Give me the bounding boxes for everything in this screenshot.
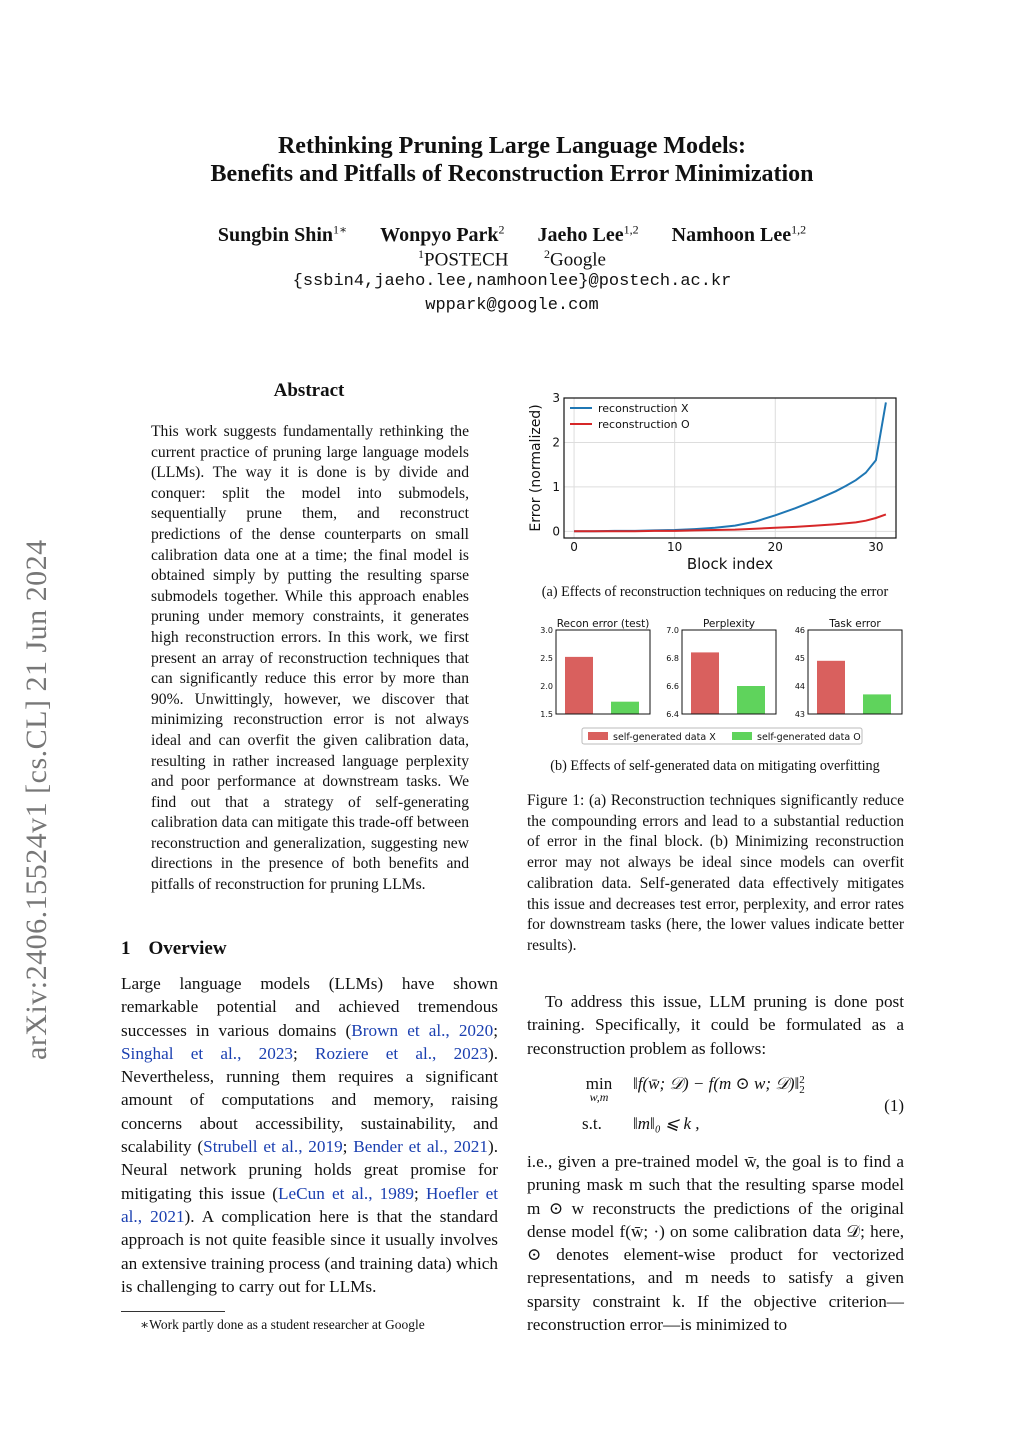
paper-title-line2: Benefits and Pitfalls of Reconstruction Error Minimization xyxy=(210,161,814,187)
x-tick-label: 10 xyxy=(667,540,683,554)
author: Namhoon Lee$^{1,2}$ xyxy=(671,222,807,246)
overview-paragraph: Large language models (LLMs) have shown remarkable potential and achieved tremendous successes in various domains (Brown et al., 2020; Singhal et al., 2023; Roziere et al., 2023). Nevertheless, running them requires a significant amount of computations and memory, raising concerns about accessibility, sustainability, and scalability (Strubell et al., 2019; Bender et al., 2021). Neural network pruning holds great promise for mitigating this issue (LeCun et al., 1989; Hoefler et al., 2021). A complication here is that the standard approach is not quite feasible since it usually involves an extensive training process (and training data) which is challenging to carry out for LLMs. xyxy=(121,974,498,1296)
paper-title-line1: Rethinking Pruning Large Language Models: xyxy=(277,133,747,159)
author: Jaeho Lee$^{1,2}$ xyxy=(537,222,639,246)
author: Sungbin Shin$^{1∗}$ xyxy=(217,222,348,246)
bar-self-generated-o xyxy=(863,694,891,714)
bar-self-generated-x xyxy=(817,661,845,714)
bar-self-generated-o xyxy=(611,702,639,714)
author: Wonpyo Park$^2$ xyxy=(380,222,505,246)
citation-link[interactable]: Brown et al., 2020 xyxy=(351,1020,494,1040)
citation-link[interactable]: LeCun et al., 1989 xyxy=(278,1183,415,1203)
x-tick-label: 0 xyxy=(570,540,578,554)
eq-constraint: ‖m‖₀ ⩽ k , xyxy=(633,1114,700,1133)
panel-title: Perplexity xyxy=(702,618,756,630)
abstract-text: This work suggests fundamentally rethinking the current practice of pruning large language models (LLMs). The way it is done is by divide and conquer: split the model into submodels, sequentially prune them, and reconstruct predictions of the dense counterparts on small calibration data one at a time; the final model is obtained simply by putting the resulting sparse submodels together. While this approach enables pruning under memory constraints, it generates high reconstruction errors. In this work, we first present an array of reconstruction techniques that can significantly reduce this error by more than 90%. Unwittingly, however, we discover that minimizing reconstruction error is not always ideal and can overfit the given calibration data, resulting in rather increased language perplexity and poor performance at downstream tasks. We find out that a strategy of self-generating calibration data can mitigate this trade-off between reconstruction and generalization, suggesting new directions in the presence of both benefits and pitfalls of reconstruction for pruning LLMs. xyxy=(151,423,469,894)
abstract-heading: Abstract xyxy=(273,380,345,401)
y-tick-label: 3 xyxy=(552,391,560,405)
email-postech: {ssbin4,jaeho.lee,namhoonlee}@postech.ac.kr xyxy=(292,272,732,291)
y-tick-label: 6.8 xyxy=(666,654,679,663)
bar-self-generated-x xyxy=(691,652,719,714)
equation-1 xyxy=(527,1072,904,1138)
y-tick-label: 44 xyxy=(794,682,805,691)
citation-link[interactable]: Bender et al., 2021 xyxy=(353,1137,488,1157)
y-axis-label: Error (normalized) xyxy=(528,404,544,532)
eq-subject-to: s.t. xyxy=(582,1114,602,1133)
bar-self-generated-x xyxy=(565,657,593,714)
y-tick-label: 2 xyxy=(552,435,560,450)
figure-1a-line-chart xyxy=(526,388,910,574)
citation-link[interactable]: Roziere et al., 2023 xyxy=(315,1043,488,1063)
legend-swatch-o xyxy=(732,732,752,740)
y-tick-label: 43 xyxy=(794,710,805,719)
figure-1b-bar-charts xyxy=(526,612,910,746)
y-tick-label: 1 xyxy=(552,479,560,494)
legend-label-o: self-generated data O xyxy=(757,732,861,743)
legend-swatch-x xyxy=(588,732,608,740)
x-tick-label: 20 xyxy=(767,540,783,554)
x-tick-label: 30 xyxy=(868,540,884,554)
right-paragraph-2: i.e., given a pre-trained model w̄, the goal is to find a pruning mask m such that the resulting sparse model m ⊙ w reconstructs the predictions of the original dense model f(w̄; ·) on some calibration data 𝒟; here, ⊙ denotes element-wise product for vectorized representations, and m needs to satisfy a given sparsity constraint k. If the objective criterion—reconstruction error—is minimized to xyxy=(527,1152,904,1335)
panel-title: Recon error (test) xyxy=(556,618,650,630)
eq-objective: ‖f(w̄; 𝒟) − f(m ⊙ w; 𝒟)‖ 2 2 xyxy=(633,1074,805,1097)
y-tick-label: 46 xyxy=(794,626,805,635)
x-axis-label: Block index xyxy=(686,555,774,573)
citation-link[interactable]: Singhal et al., 2023 xyxy=(121,1043,294,1063)
email-google: wppark@google.com xyxy=(425,296,599,315)
y-tick-label: 6.6 xyxy=(666,682,679,691)
y-tick-label: 2.0 xyxy=(540,682,553,691)
eq-number: (1) xyxy=(884,1096,904,1115)
citation-link[interactable]: Strubell et al., 2019 xyxy=(203,1137,343,1157)
figure-1a-caption: (a) Effects of reconstruction techniques on reducing the error xyxy=(541,584,889,600)
footnote: ∗Work partly done as a student researcher at Google xyxy=(140,1317,425,1332)
footnote-rule xyxy=(121,1311,225,1312)
eq-min: min w,m xyxy=(585,1074,613,1104)
legend-label: reconstruction X xyxy=(598,402,689,415)
figure-1b-caption: (b) Effects of self-generated data on mitigating overfitting xyxy=(550,758,880,774)
y-tick-label: 3.0 xyxy=(540,626,553,635)
bar-self-generated-o xyxy=(737,686,765,714)
y-tick-label: 1.5 xyxy=(540,710,553,719)
y-tick-label: 2.5 xyxy=(540,654,553,663)
citation-link[interactable]: Hoefler et al., 2021 xyxy=(121,1183,498,1226)
figure-1-caption: Figure 1: (a) Reconstruction techniques significantly reduce the compounding errors and lead to a substantial reduction of error in the final block. (b) Minimizing reconstruction error may not always be ideal since models can overfit calibration data. Self-generated data effectively mitigates this issue and decreases test error, perplexity, and error rates for downstream tasks (here, the lower values indicate better results). xyxy=(527,792,904,954)
y-tick-label: 45 xyxy=(794,654,805,663)
legend-label-x: self-generated data X xyxy=(613,732,716,743)
arxiv-identifier: arXiv:2406.15524v1 [cs.CL] 21 Jun 2024 xyxy=(20,539,53,1060)
section-heading: 1 Overview xyxy=(121,938,227,959)
y-tick-label: 0 xyxy=(552,524,560,539)
y-tick-label: 6.4 xyxy=(666,710,679,719)
series-line-reconstruction-o xyxy=(574,514,886,531)
y-tick-label: 7.0 xyxy=(666,626,679,635)
legend-label: reconstruction O xyxy=(598,418,690,431)
author-list xyxy=(0,222,1024,247)
affiliations: $^1$POSTECH $^2$Google xyxy=(418,247,606,271)
right-paragraph-1: To address this issue, LLM pruning is done post training. Specifically, it could be formulated as a reconstruction problem as follows: xyxy=(527,992,904,1058)
panel-title: Task error xyxy=(829,618,881,630)
